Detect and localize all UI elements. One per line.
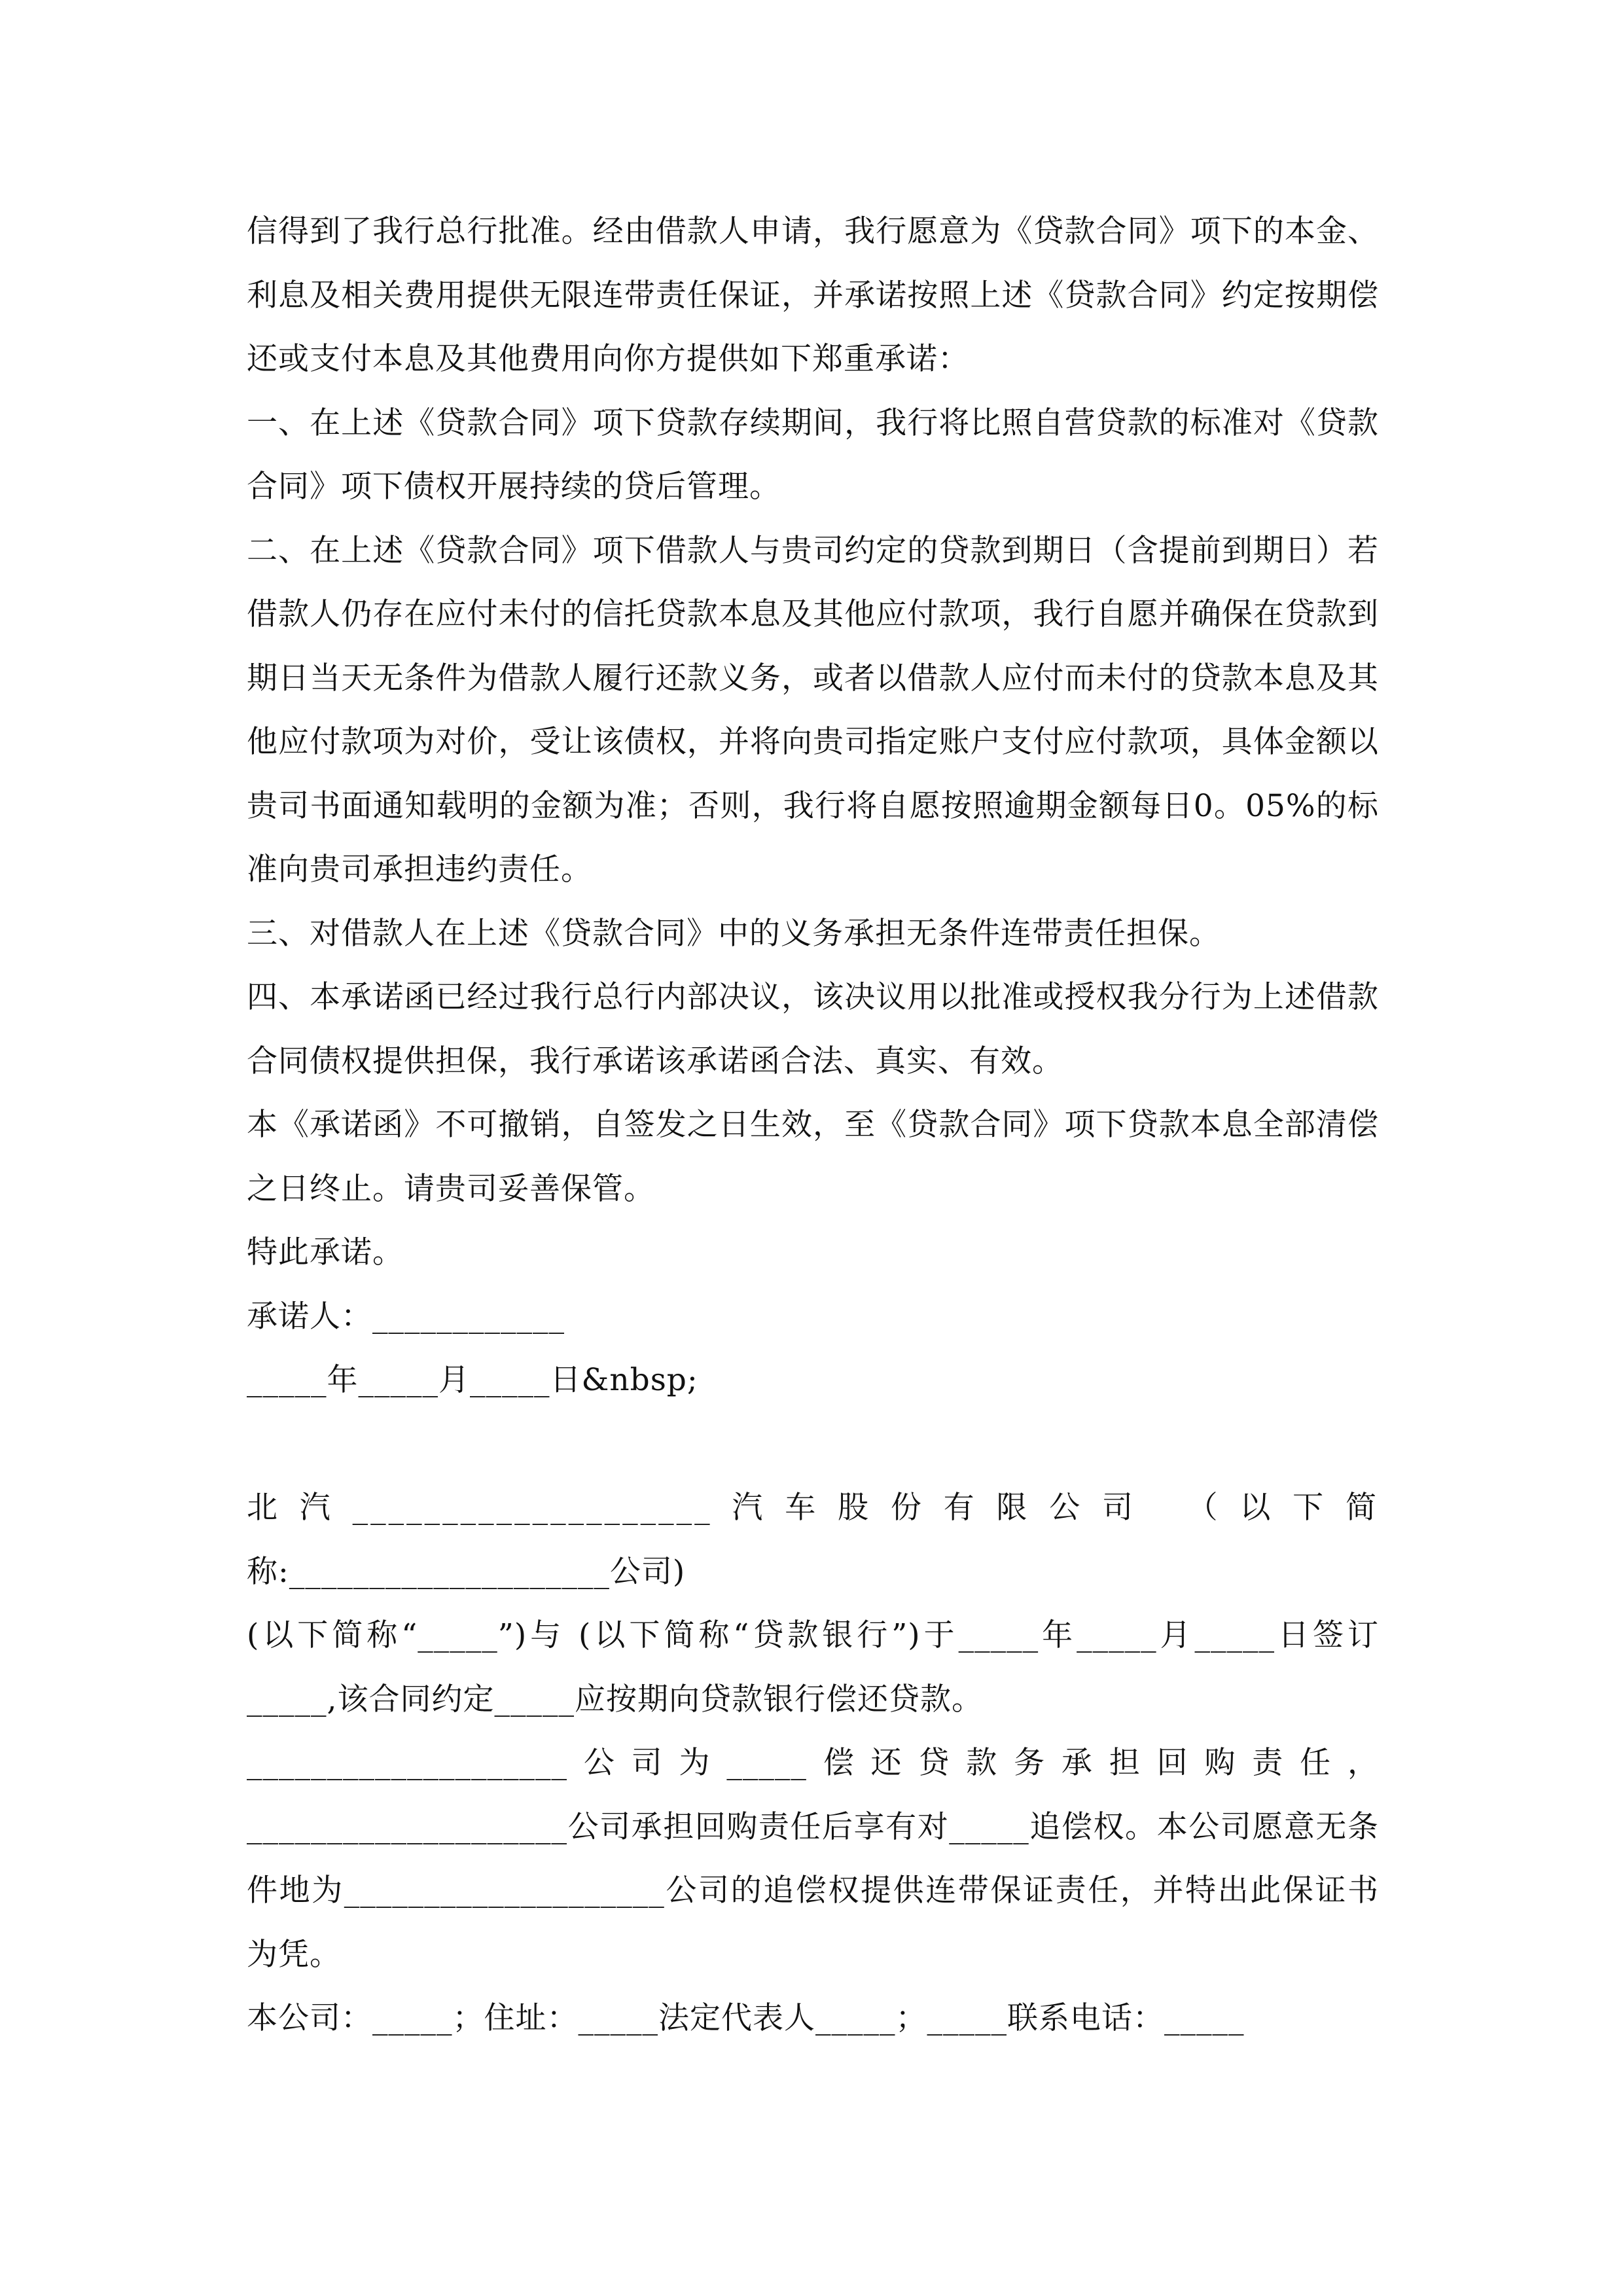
date-line: _____年_____月_____日&nbsp; <box>247 1362 698 1398</box>
guarantee-title: 北汽____________________汽车股份有限公司 （以下简 <box>247 1490 1379 1526</box>
clause-two: 二、在上述《贷款合同》项下借款人与贵司约定的贷款到期日（含提前到期日）若借款人仍存在应付未付的信托贷款本息及其他应付款项，我行自愿并确保在贷款到期日当天无条件为借款人履行还款义务，或者以借款人应付而未付的贷款本息及其他应付款项为对价，受让该债权，并将向贵司指定账户支付应付款项，具体金额以贵司书面通知载明的金额为准；否则，我行将自愿按照逾期金额每日0。05%的标准向贵司承担违约责任。 <box>247 532 1379 888</box>
validity-paragraph: 本《承诺函》不可撤销，自签发之日生效，至《贷款合同》项下贷款本息全部清偿之日终止。请贵司妥善保管。 <box>247 1107 1379 1207</box>
closing-line: 特此承诺。 <box>247 1234 404 1270</box>
guarantee-paragraph-two: ____________________公司为_____偿还贷款务承担回购责任，____________________公司承担回购责任后享有对_____追偿权。本公司愿意无条件地为____________________公司的追偿权提供连带保证责任，并特出此保证书为凭。 <box>247 1745 1379 1973</box>
section-gap <box>247 1412 1379 1477</box>
guarantee-paragraph-one: (以下简称“_____”)与 (以下简称“贷款银行”)于_____年_____月_____日签订_____,该合同约定_____应按期向贷款银行偿还贷款。 <box>247 1617 1379 1717</box>
guarantee-title-continued: 称:____________________公司) <box>247 1553 686 1590</box>
company-info-line: 本公司：_____；住址：_____法定代表人_____；_____联系电话：_____ <box>247 2000 1245 2036</box>
clause-three: 三、对借款人在上述《贷款合同》中的义务承担无条件连带责任担保。 <box>247 915 1221 952</box>
document-body <box>247 200 1379 2051</box>
clause-four: 四、本承诺函已经过我行总行内部决议，该决议用以批准或授权我分行为上述借款合同债权提供担保，我行承诺该承诺函合法、真实、有效。 <box>247 979 1379 1079</box>
clause-one: 一、在上述《贷款合同》项下贷款存续期间，我行将比照自营贷款的标准对《贷款合同》项下债权开展持续的贷后管理。 <box>247 404 1379 505</box>
promisor-line: 承诺人：____________ <box>247 1298 565 1335</box>
intro-paragraph: 信得到了我行总行批准。经由借款人申请，我行愿意为《贷款合同》项下的本金、利息及相关费用提供无限连带责任保证，并承诺按照上述《贷款合同》约定按期偿还或支付本息及其他费用向你方提供如下郑重承诺： <box>247 213 1379 377</box>
